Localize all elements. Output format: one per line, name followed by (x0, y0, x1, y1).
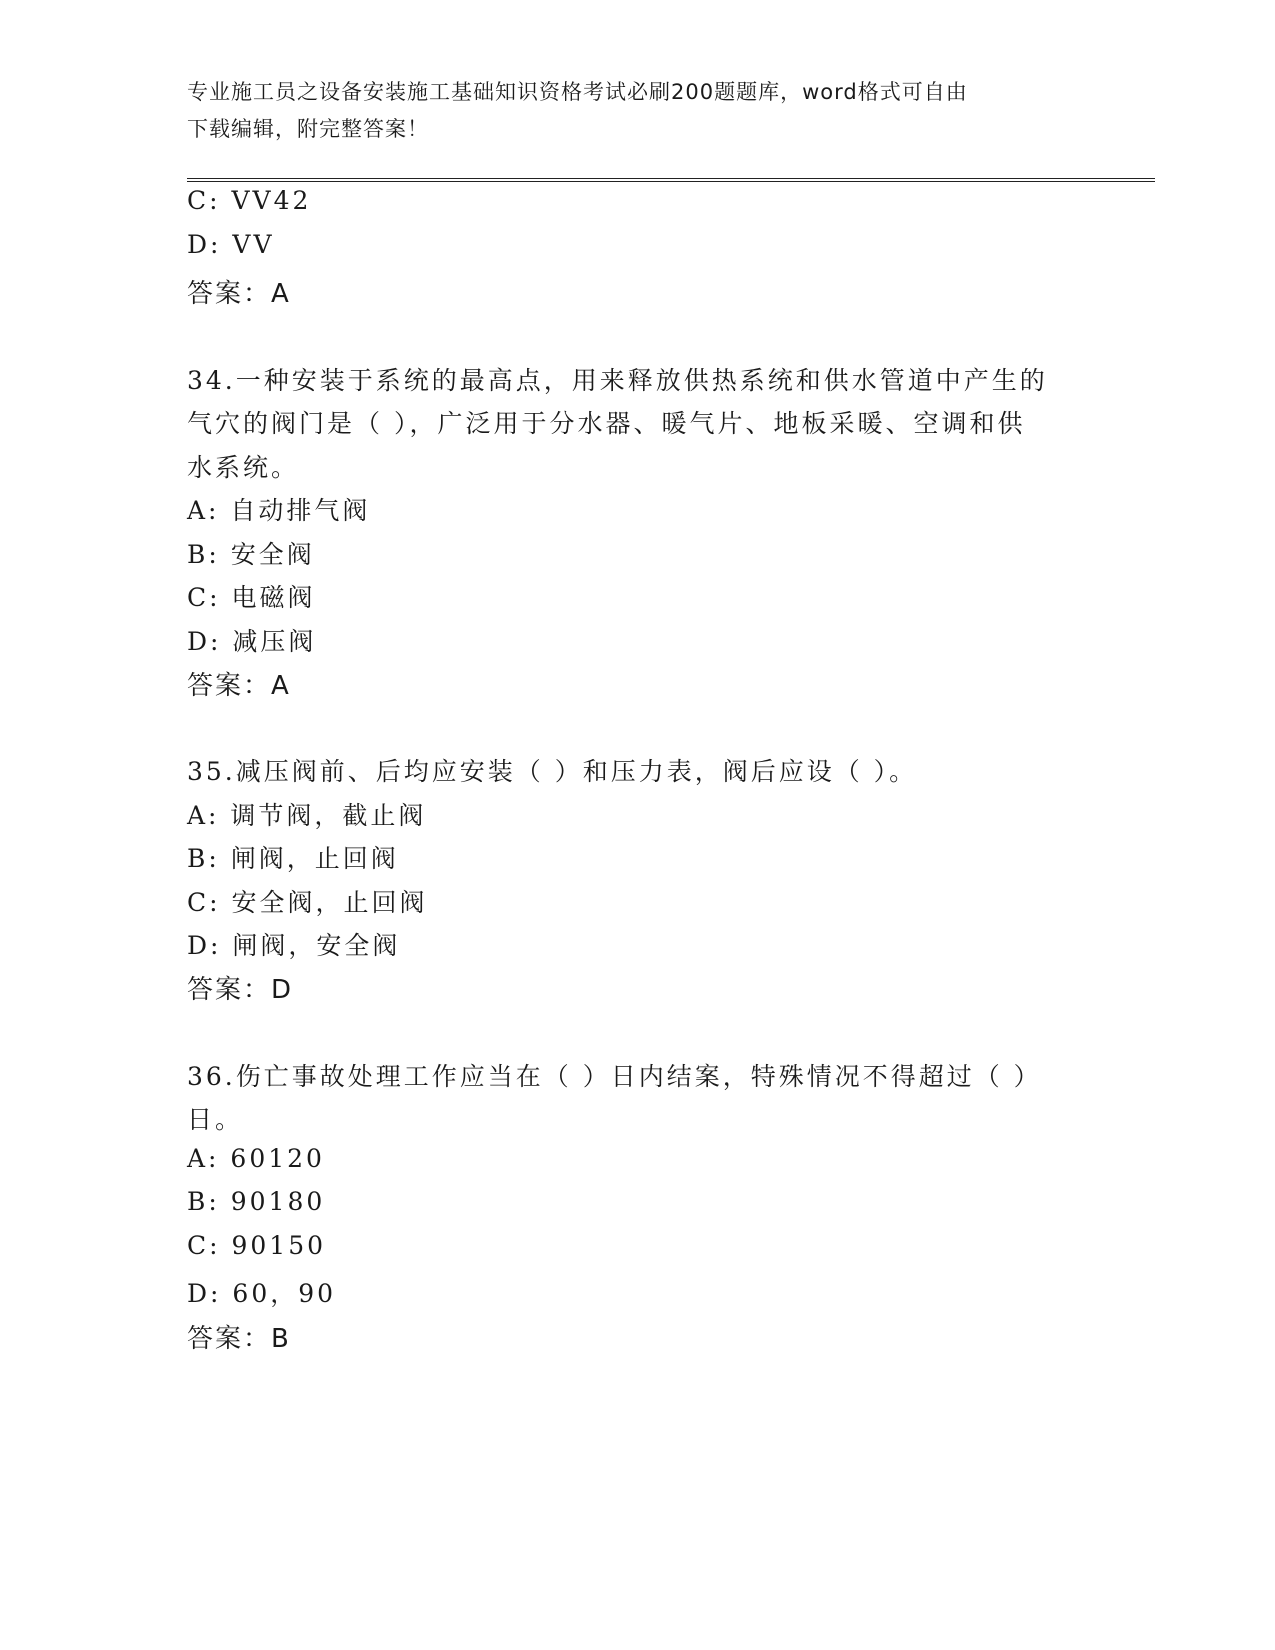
q36-text-line-1: 36.伤亡事故处理工作应当在（ ）日内结案，特殊情况不得超过（ ） (187, 1062, 1042, 1091)
q35-text-line-1: 35.减压阀前、后均应安装（ ）和压力表，阀后应设（ ）。 (187, 757, 918, 786)
q33-option-c: C: VV42 (187, 186, 312, 215)
header-line-2: 下载编辑，附完整答案！ (187, 117, 429, 141)
q34-option-d: D: 减压阀 (187, 627, 317, 656)
q34-answer: 答案：A (187, 671, 291, 701)
q35-option-b: B: 闸阀，止回阀 (187, 844, 399, 873)
page-header (187, 74, 1087, 148)
q35-option-d: D: 闸阀，安全阀 (187, 931, 401, 960)
q34-text-line-3: 水系统。 (187, 453, 300, 482)
q34-option-b: B: 安全阀 (187, 540, 315, 569)
q36-answer: 答案：B (187, 1324, 291, 1354)
q33-option-d: D: VV (187, 230, 275, 259)
q36-option-b: B: 90180 (187, 1187, 326, 1216)
q35-option-c: C: 安全阀，止回阀 (187, 888, 428, 917)
q36-option-c: C: 90150 (187, 1231, 327, 1260)
q35-option-a: A: 调节阀，截止阀 (187, 801, 427, 830)
q33-answer: 答案：A (187, 279, 291, 309)
header-line-1: 专业施工员之设备安装施工基础知识资格考试必刷200题题库，word格式可自由 (187, 80, 968, 104)
q34-text-line-2: 气穴的阀门是（ ），广泛用于分水器、暖气片、地板采暖、空调和供 (187, 409, 1026, 438)
q34-option-c: C: 电磁阀 (187, 583, 316, 612)
q35-answer: 答案：D (187, 975, 294, 1005)
q36-option-a: A: 60120 (187, 1144, 325, 1173)
q36-option-d: D: 60，90 (187, 1279, 337, 1308)
q34-text-line-1: 34.一种安装于系统的最高点，用来释放供热系统和供水管道中产生的 (187, 366, 1048, 395)
q34-option-a: A: 自动排气阀 (187, 496, 371, 525)
header-divider (187, 178, 1155, 182)
q36-text-line-2: 日。 (187, 1105, 244, 1134)
